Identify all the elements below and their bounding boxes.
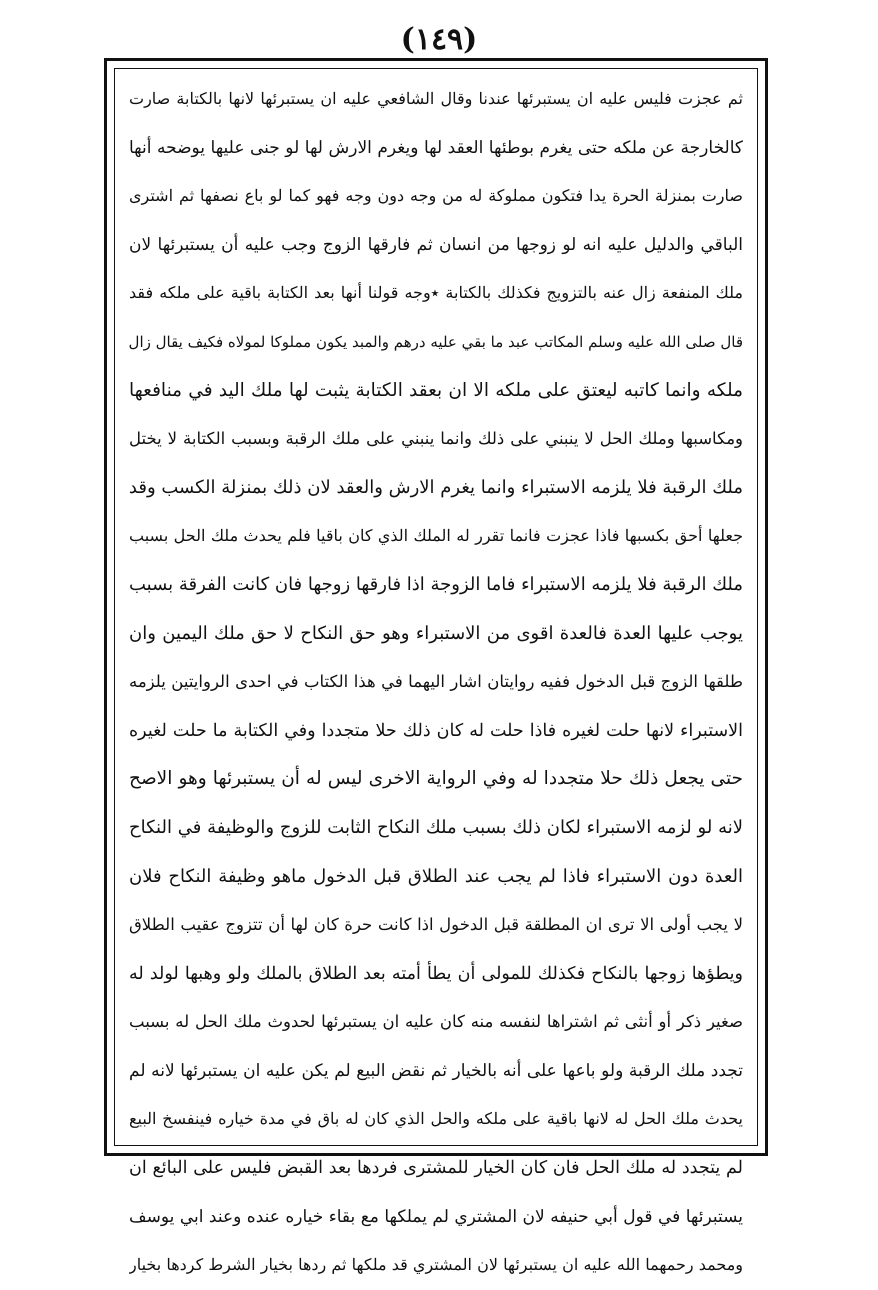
text-line: لانه لو لزمه الاستبراء لكان ذلك بسبب ملك النكاح الثابت للزوج والوظيفة في النكاح	[129, 816, 743, 838]
text-line: العدة دون الاستبراء فاذا لم يجب عند الطلاق قبل الدخول ماهو وظيفة النكاح فلان	[129, 865, 743, 887]
text-line: لم يتجدد له ملك الحل فان كان الخيار للمشترى فردها بعد القبض فليس على البائع ان	[129, 1158, 743, 1179]
text-line: حتى يجعل ذلك حلا متجددا له وفي الرواية الاخرى ليس له أن يستبرئها وهو الاصح	[129, 768, 743, 790]
text-line: تجدد ملك الرقبة ولو باعها على أنه بالخيار ثم نقض البيع لم يكن عليه ان يستبرئها لانه لم	[129, 1060, 743, 1081]
text-line: طلقها الزوج قبل الدخول ففيه روايتان اشار اليهما في هذا الكتاب في احدى الروايتين يلزمه	[129, 672, 743, 692]
page-number: (١٤٩)	[400, 22, 478, 57]
text-line: الباقي والدليل عليه انه لو زوجها من انسان ثم فارقها الزوج وجب عليه أن يستبرئها لان	[129, 234, 743, 255]
text-line: ويطؤها زوجها بالنكاح فكذلك للمولى أن يطأ أمته بعد الطلاق بالملك ولو وهبها لولد له	[129, 963, 743, 984]
text-line: جعلها أحق بكسبها فاذا عجزت فانما تقرر له الملك الذي كان باقيا فلم يحدث ملك الحل بسبب	[129, 526, 743, 546]
text-line: ملك الرقبة فلا يلزمه الاستبراء وانما يغرم الارش والعقد لان ذلك بمنزلة الكسب وقد	[129, 476, 743, 498]
text-line: ثم عجزت فليس عليه ان يستبرئها عندنا وقال الشافعي عليه ان يستبرئها لانها بالكتابة صارت	[129, 89, 743, 108]
text-line: ومكاسبها وملك الحل لا ينبني على ذلك وانما ينبني على ملك الرقبة وبسبب الكتابة لا يختل	[129, 429, 743, 449]
text-line: يحدث ملك الحل له لانها باقية على ملكه والحل الذي كان له باق في مدة خياره فينفسخ البيع	[129, 1109, 743, 1129]
text-body	[129, 75, 743, 1275]
text-line: يستبرئها في قول أبي حنيفه لان المشتري لم يملكها مع بقاء خياره عنده وعند ابي يوسف	[129, 1206, 743, 1227]
text-line: لا يجب أولى الا ترى ان المطلقة قبل الدخول اذا كانت حرة كان لها أن تتزوج عقيب الطلاق	[129, 915, 743, 935]
text-line: صارت بمنزلة الحرة يدا فتكون مملوكة له من وجه دون وجه فهو كما لو باع نصفها ثم اشترى	[129, 186, 743, 206]
text-line: يوجب عليها العدة فالعدة اقوى من الاستبراء وهو حق النكاح لا حق ملك اليمين وان	[129, 622, 743, 644]
text-line: صغير ذكر أو أنثى ثم اشتراها لنفسه منه كان عليه ان يستبرئها لحدوث ملك الحل له بسبب	[129, 1012, 743, 1032]
text-line: ملك المنفعة زال عنه بالتزويج فكذلك بالكتابة ٭وجه قولنا أنها بعد الكتابة باقية على ملكه فقد	[129, 283, 743, 303]
text-line: ملكه وانما كاتبه ليعتق على ملكه الا ان بعقد الكتابة يثبت لها ملك اليد في منافعها	[129, 379, 743, 401]
page-frame-inner	[114, 68, 758, 1275]
text-line: ملك الرقبة فلا يلزمه الاستبراء فاما الزوجة اذا فارقها زوجها فان كانت الفرقة بسبب	[129, 573, 743, 595]
text-line: كالخارجة عن ملكه حتى يغرم بوطئها العقد لها ويغرم الارش لها لو جنى عليها يوضحه أنها	[129, 137, 743, 158]
page-frame	[104, 58, 768, 1275]
text-line: ومحمد رحمهما الله عليه ان يستبرئها لان المشتري قد ملكها ثم ردها بخيار الشرط كردها بخيار	[129, 1255, 743, 1275]
text-line: قال صلى الله عليه وسلم المكاتب عبد ما بقي عليه درهم والمبد يكون مملوكا لمولاه فكيف يقال زال	[129, 332, 743, 351]
text-line: الاستبراء لانها حلت لغيره فاذا حلت له كان ذلك حلا متجددا وفي الكتابة ما حلت لغيره	[129, 720, 743, 741]
